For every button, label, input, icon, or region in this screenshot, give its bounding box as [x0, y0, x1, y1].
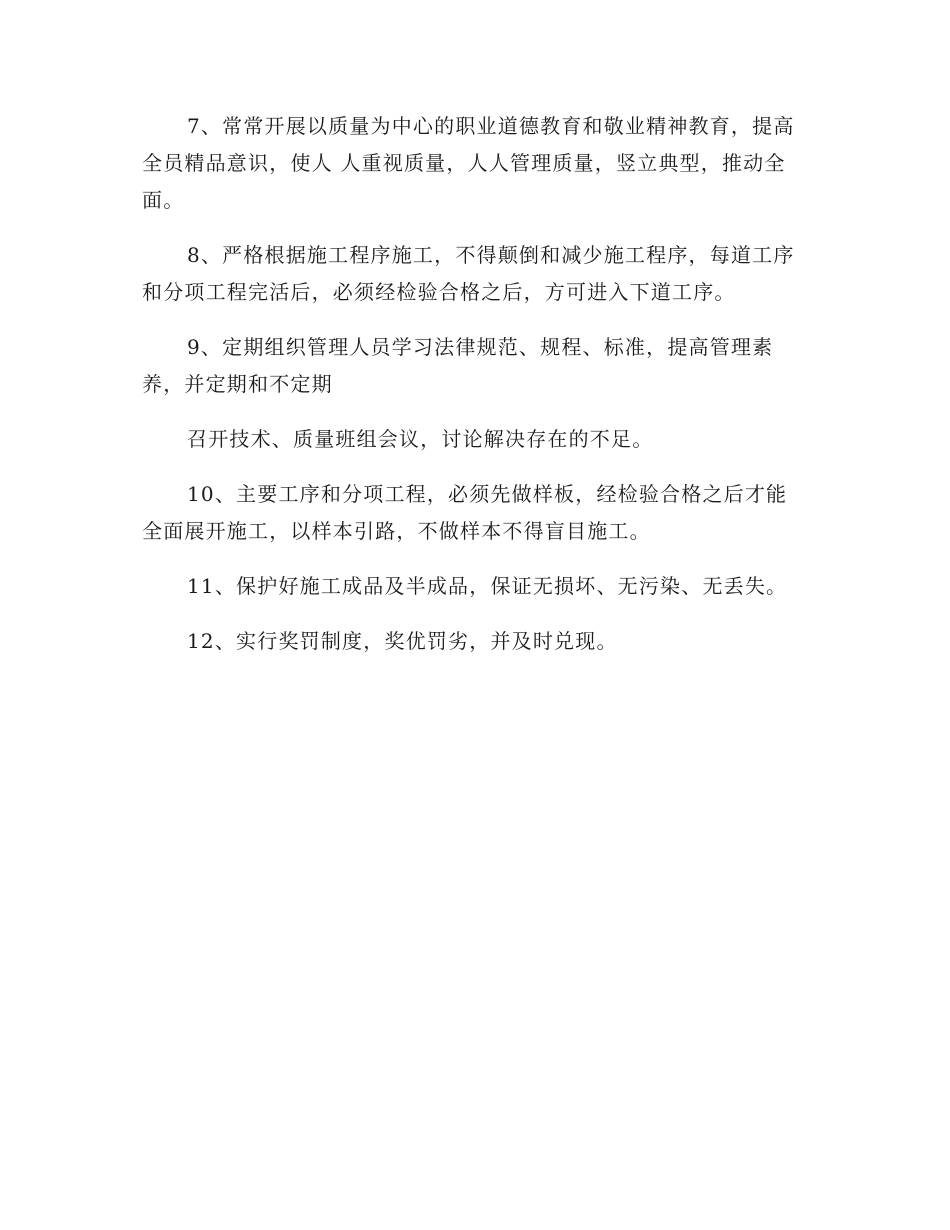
paragraph-item-11: [142, 568, 810, 605]
paragraph-line: 全面展开施工，以样本引路，不做样本不得盲目施工。: [142, 519, 651, 543]
paragraph-line: 7、常常开展以质量为中心的职业道德教育和敬业精神教育，提高: [187, 114, 795, 138]
paragraph-line: 面。: [142, 188, 185, 212]
document-page: [142, 108, 810, 678]
paragraph-line: 8、严格根据施工程序施工，不得颠倒和减少施工程序，每道工序: [187, 243, 795, 267]
paragraph-line: 11、保护好施工成品及半成品，保证无损坏、无污染、无丢失。: [187, 574, 788, 598]
paragraph-line: 养，并定期和不定期: [142, 372, 333, 396]
paragraph-item-7: [142, 108, 810, 219]
paragraph-line: 9、定期组织管理人员学习法律规范、规程、标准，提高管理素: [187, 335, 774, 359]
paragraph-line: 全员精品意识，使人 人重视质量，人人管理质量，竖立典型，推动全: [142, 151, 786, 175]
paragraph-item-10: [142, 476, 810, 550]
paragraph-line: 和分项工程完活后，必须经检验合格之后，方可进入下道工序。: [142, 280, 736, 304]
paragraph-item-12: [142, 623, 810, 660]
paragraph-line: 10、主要工序和分项工程，必须先做样板，经检验合格之后才能: [187, 482, 788, 506]
paragraph-item-9-continued: [142, 421, 810, 458]
paragraph-line: 12、实行奖罚制度，奖优罚劣，并及时兑现。: [187, 629, 618, 653]
paragraph-item-9: [142, 329, 810, 403]
paragraph-item-8: [142, 237, 810, 311]
paragraph-line: 召开技术、质量班组会议，讨论解决存在的不足。: [187, 427, 654, 451]
